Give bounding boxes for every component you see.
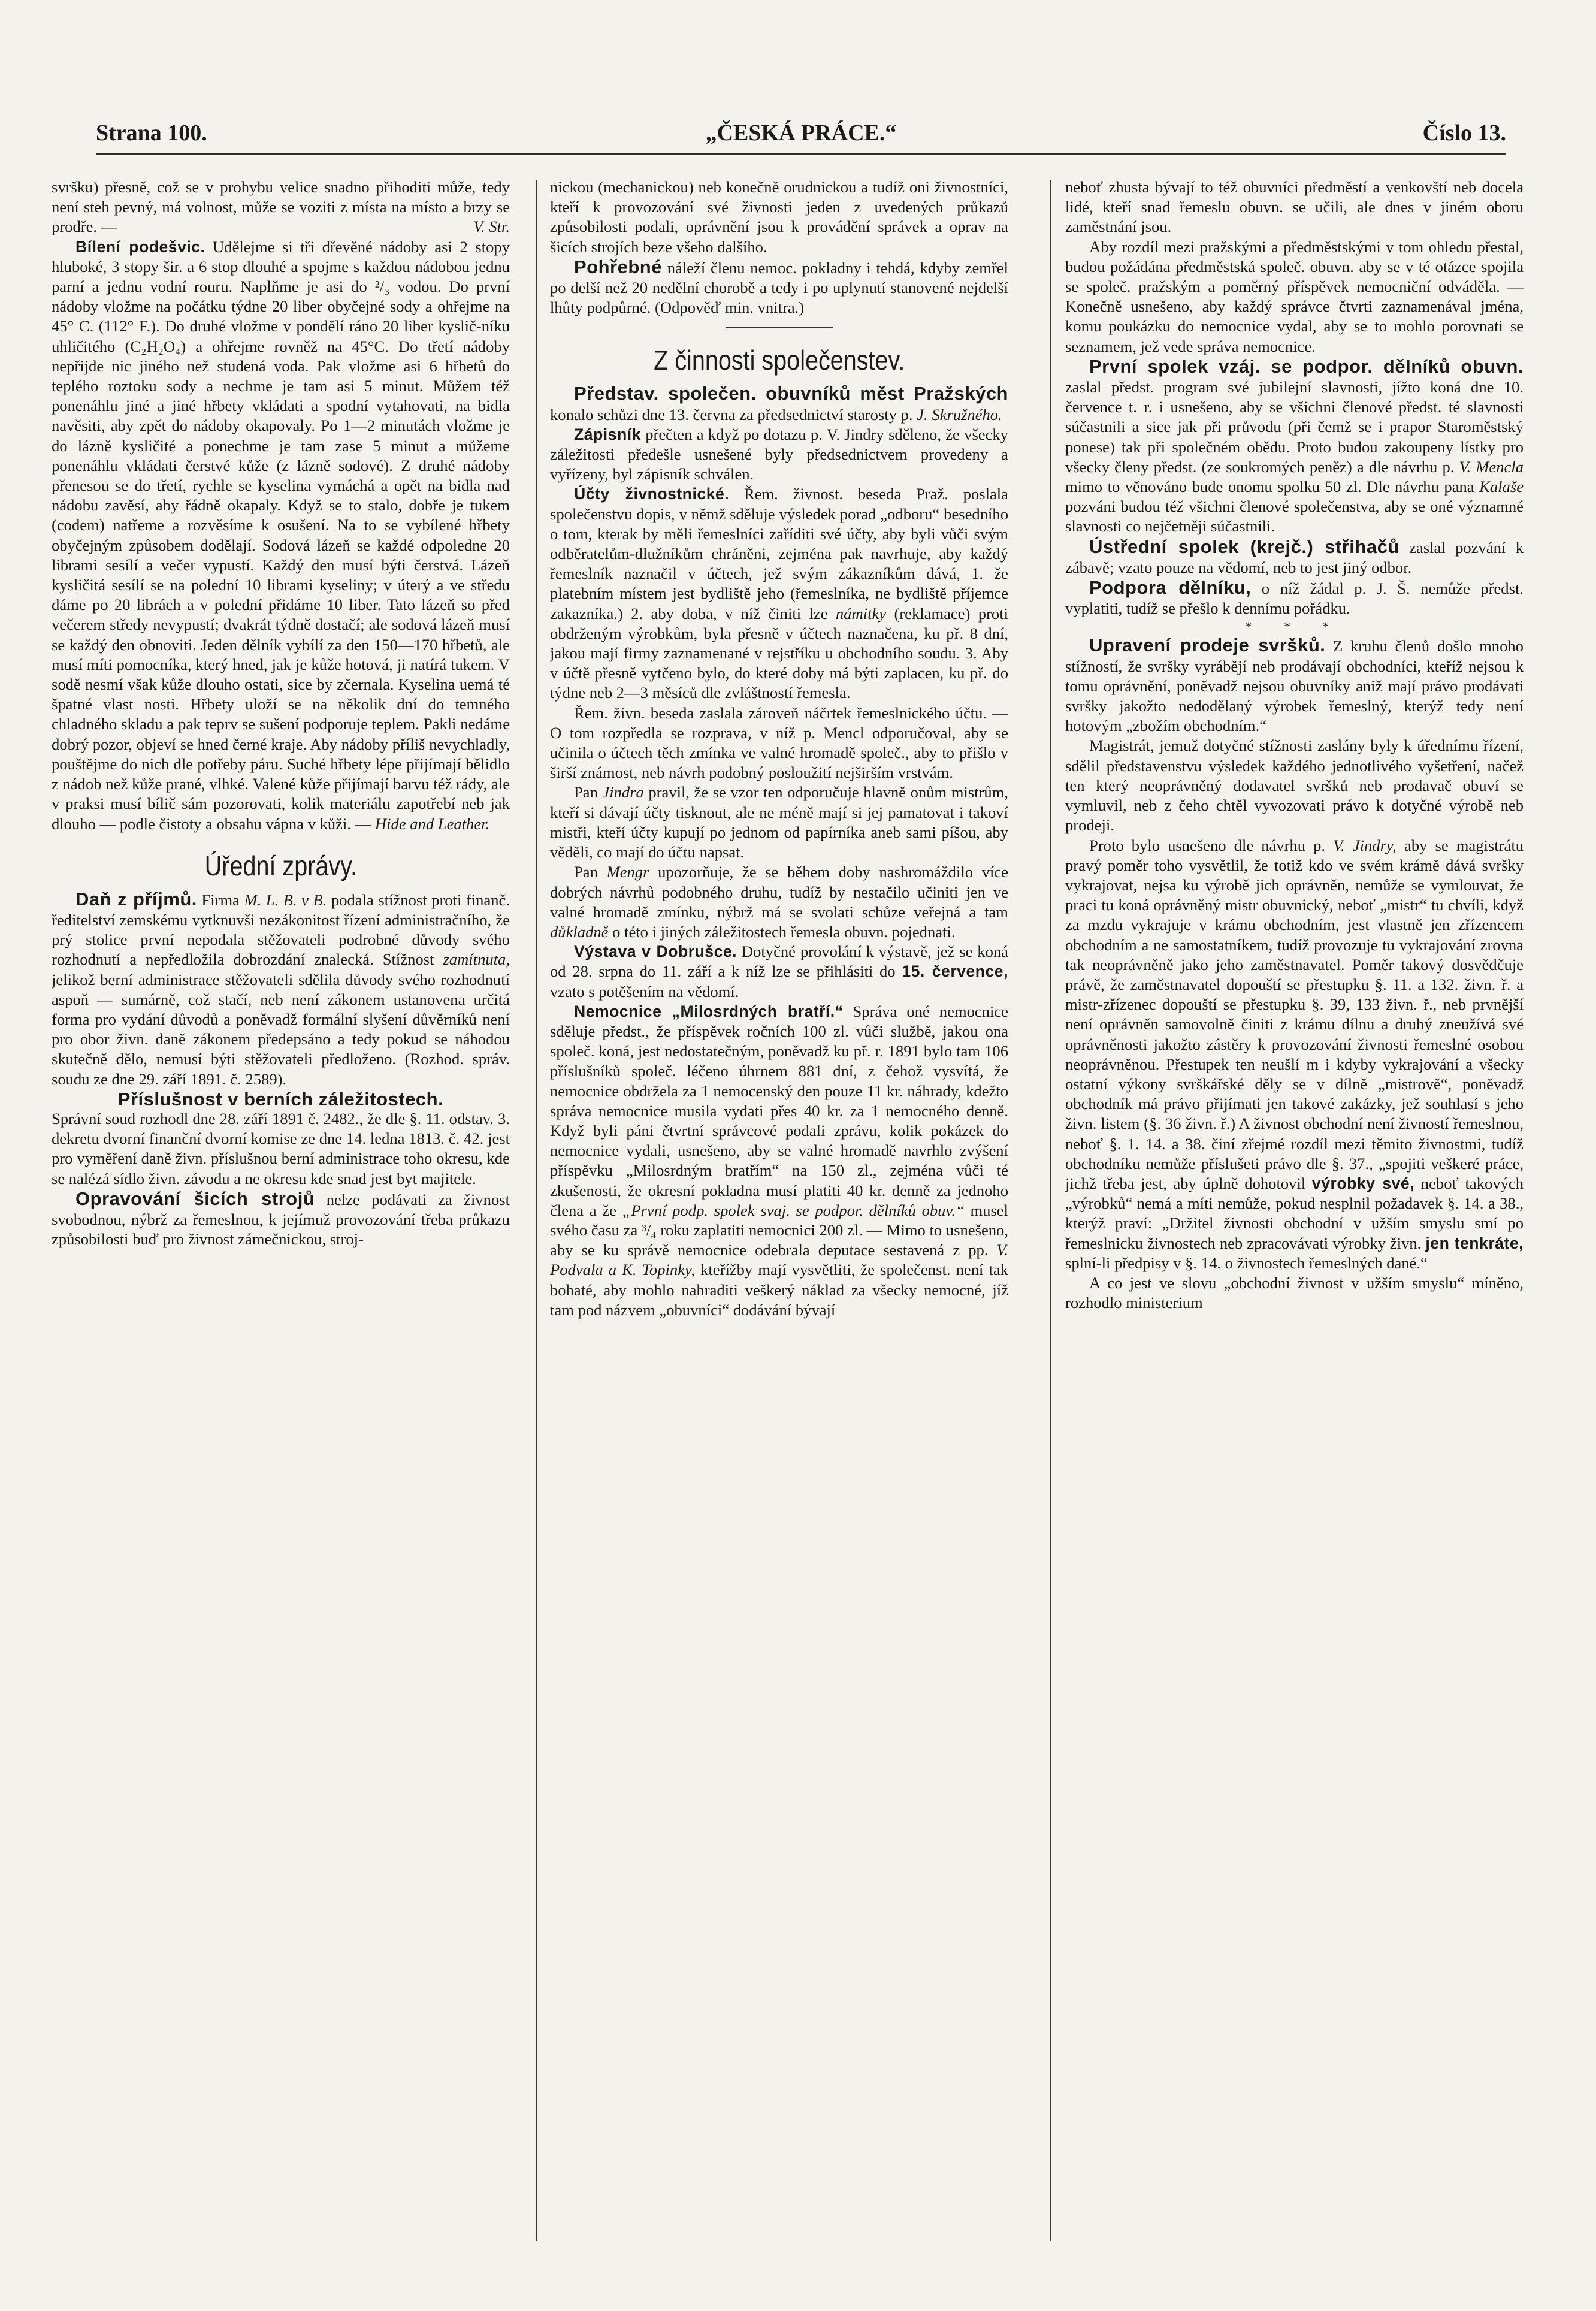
article-nemocnice: Nemocnice „Milosrdných bratří.“ Správa oné nemocnice sděluje předst., že příspěvek ročních 100 zl. vůči službě, jakou ona společ. koná, jest nedostatečným, poněvadž ku př. r. 1891 bylo tam 106 příslušníků společ. léčeno úhrnem 881 dní, z čehož vysvítá, že nemocnice obdržela za 1 nemocenský den pouze 11 kr. náhrady, kdežto správa nemocnice musila vydati přes 40 kr. za 1 nemocného denně. Když byli páni čtvrtní správcové podali zprávu, kolik pokázek do nemocnice vydali, usnešeno, aby se valné hromadě navrhlo zvýšení příspěvku „Milosrdným bratřím“ na 150 zl., zejména vůči té zkušenosti, že okresní pokladna musí platiti 40 kr. denně za jednoho člena a že „První podp. spolek svaj. se podpor. dělníků obuv.“ musel svého času za ³/₄ roku zaplatiti nemocnici 200 zl. — Mimo to usnešeno, aby se ku správě nemocnice odebrala deputace sestavená z pp. V. Podvala a K. Topinky, kteřížby mají vysvětliti, že společenst. není tak bohaté, aby mohlo nahraditi veškerý náklad za všecky nemocné, jíž tam pod názvem „obuvníci“ dodávání bývají (550, 1002, 1008, 1319)
article-paragraph: A co jest ve slovu „obchodní živnost v užším smyslu“ míněno, rozhodlo ministerium (1065, 1273, 1524, 1312)
signature: V. Str. (473, 217, 510, 236)
article-upraveni: Upravení prodeje svršků. Z kruhu členů došlo mnoho stížností, že svršky vyrábějí neb prodávají obchodníci, kteříž nejsou k tomu oprávnění, poněvadž nejsou obuvníky aniž mají právo prodávati svršky jakožto nedodělaný výrobek řemeslný, kterýž tedy není hotovým „zbožím obchodním.“ (1065, 635, 1524, 735)
page-number: Strana 100. (96, 120, 207, 146)
article-heading: Účty živnostnické. (574, 485, 730, 503)
article-heading: Daň z příjmů. (75, 888, 197, 910)
article-heading: Opravování šicích strojů (75, 1188, 315, 1209)
column-divider (536, 180, 537, 2241)
article-heading: Bílení podešvic. (75, 237, 205, 256)
article-dan: Daň z příjmů. Firma M. L. B. v B. podala stížnost proti finanč. ředitelství zemskému vytknuvši nezákonitost řízení administračního, že prý stolice první nepodala stěžovateli podrobné důvody svého rozhodnutí a nepředložila dobrozdání znalecká. Stížnost zamítnuta, jelikož berní administrace stěžovateli sdělila důvody svého rozhodnutí aspoň — sumárně, což stačí, neb není zákonem ustanovena určitá forma pro vydání důvodů a poněvadž formální slyšení důvěrníků není pro obor živn. daně zákonem předepsáno a tedy pokud se náhodou skutečně dělo, nemusí býti stěžovateli předloženo. (Rozhod. správ. soudu ze dne 29. září 1891. č. 2589). (52, 888, 510, 1088)
article-vystava: Výstava v Dobrušce. Dotyčné provolání k výstavě, jež se koná od 28. srpna do 11. září a k níž lze se přihlásiti do 15. července, vzato s potěšením na vědomí. (550, 942, 1008, 1001)
separator-rule (726, 327, 833, 328)
article-spolek: První spolek vzáj. se podpor. dělníků obuvn. zaslal předst. program své jubilejní slavnosti, jížto koná dne 10. července t. r. i usnešeno, aby se všichni členové předst. té slavnosti súčastnili a sice jak při průvodu (při čemž se i prapor Staroměstský ponese) tak při společném obědu. Proto budou zakoupeny lístky pro všecky členy předst. (ze soukromých peněz) a dle návrhu p. V. Mencla mimo to věnováno bude onomu spolku 50 zl. Dle návrhu pana Kalaše pozváni budou též všichni členové společenstva, aby se oné významné slavnosti co nejčetněji súčastnili. (1065, 355, 1524, 536)
article-paragraph: Pan Mengr upozorňuje, že se během doby nashromáždilo více dobrých návrhů podobného druhu, tudíž by nestačilo učiniti jen ve valné hromadě zmínku, nýbrž má se svolati schůze veřejná a tam důkladně o této i jiných záležitostech řemesla obuvn. pojednati. (550, 863, 1008, 941)
article-heading: Pohřebné (574, 256, 662, 277)
article-heading: Podpora dělníku, (1089, 577, 1252, 599)
issue-number: Číslo 13. (1422, 120, 1506, 146)
article-ustredni: Ústřední spolek (krejč.) střihačů zaslal pozvání k zábavě; vzato pouze na vědomí, neb to jest jiný odbor. (1065, 536, 1524, 576)
article-bileni: Bílení podešvic. Udělejme si tři dřevěné nádoby asi 2 stopy hluboké, 3 stopy šir. a 6 stop dlouhé a spojme s každou nádobou jednu parní a jednu vodní rouru. Naplňme je asi do ²/₃ vodou. Do první nádoby vložme na počátku týdne 20 liber obyčejné sody a ohřejme na 45° C. (112° F.). Do druhé vložme v pondělí ráno 20 liber kyslič-níku uhličitého (C₂H₂O₄) a ohřejme rovněž na 45°C. Do třetí nádoby nepřijde nic jiného než studená voda. Pak vložme asi 6 hřbetů do teplého roztoku sody a nechme je tam asi 5 minut. Můžem též ponenáhlu jiné a jiné hřbety vkládati a spodní vytahovati, na bidla navěsiti, aby zpět do nádoby okapovaly. Po 1—2 minutách vložme je do lázně kysličité a ponechme je tam zase 5 minut a můžeme ponenáhlu vkládati čerstvé kůže (z lázně sodové). Z druhé nádoby přenesou se do třetí, rychle se kyselina vymáchá a opět na bidla nad nádobu zavěsí, aby řádně okapaly. Když se to stalo, dobře je tukem (codem) natřeme a rozvěsíme k osušení. Na to se vybílené hřbety obyčejným způsobem dodělají. Sodová lázeň se každé odpoledne 20 librami sesílí a večer vypustí. Každý den musí býti čerstvá. Lázeň kysličitá sesílí se na polední 10 librami kyseliny; v úterý a ve středu dáme po 20 librách a v polední přidáme 10 liber. Tato lázeň so před večerem středy nevypustí; dvakrát týdně dostačí; ale sodová lázeň musí se každý den obnoviti. Jeden dělník vybílí za den 150—170 hřbetů, ale musí míti pomocníka, který hned, jak je kůže hotová, ji natírá tukem. V sodě nesmí však kůže dlouho ostati, sice by zčernala. Kyselina uemá té špatné vlast nosti. Hřbety uloží se na několik dní do temného chladného skladu a pak teprv se sušení podporuje teplem. Pakli nedáme dobrý pozor, objeví se hned černé kraje. Aby nádoby příliš nevychladly, pouštějme do nich dle potřeby páru. Suché hřbety lépe přijímají bělidlo z nádob než kůže prané, vlhké. Valené kůže přijímají barvu též rády, ale v praksi musí bílič sám pozorovati, kolik materiálu zapotřebí neb jak dlouho — podle čistoty a obsahu vápna v kůži. — Hide and Leather. (52, 237, 510, 833)
article-zapisnik: Zápisník přečten a když po dotazu p. V. Jindry sděleno, že všecky záležitosti předešle usnešené byly předsednictvem provedeny a vyřízeny, byl zápisník schválen. (550, 425, 1008, 484)
masthead-title: „ČESKÁ PRÁCE.“ (705, 120, 897, 146)
article-heading: První spolek vzáj. se podpor. dělníků obuvn. (1089, 355, 1524, 377)
article-paragraph: Proto bylo usnešeno dle návrhu p. V. Jindry, aby se magistrátu pravý poměr toho vysvětlil, že totiž kdo ve svém krámě dává svršky vykrajovat, nejsa ku výrobě jich oprávněn, nemůže se vymlouvat, že praci tu koná oprávněný mistr obuvnický, neboť „mistr“ tu chvíli, když za mzdu vykrajuje v krámu obchodním, jest vlastně jen zřízencem obchodním a ne samostatníkem, tudíž provozuje tu vykrajování zrovna tak neoprávněně jako jeho zaměstnavatel. Poměr takový dosvědčuje právě, že zaměstnavatel dopouští se přestupku §. 11. a 132. živn. ř. a mistr-zřízenec dopouští se přestupku §. 39, 133 živn. ř., neb prvnější není oprávněn samovolně činiti z krámu dílnu a druhý zneužívá své oprávněnosti jakožto zástěry k provozování živnosti řemeslné osobou neoprávněnou. Přestupek ten neušlí m i kdyby vykrajování a všecky ostatní výkony svrškářské děly se v dílně „mistrově“, poněvadž obchodník má právo přijímati jen takové zakázky, jež souhlasí s jeho živn. listem (§. 36 živn. ř.) A živnost obchodní není živností řemeslnou, neboť §. 1. 14. a 38. činí zřejmé rozdíl mezi těmito živnostmi, tudíž obchodníku nemůže příslušeti právo dle §. 37., „spojiti veškeré práce, jichž třeba jest, aby úplně dohotovil výrobky své, neboť takových „výrobků“ nemá a míti nemůže, pokud nesplnil požadavek §. 14. a 38., kterýž praví: „Držitel živnosti obchodní v užším smyslu smí po řemeslnicku živnostech neb zpracovávati výrobky živn. jen tenkráte, splní-li předpisy v §. 14. o živnostech řemeslných dané.“ (1065, 836, 1524, 1272)
column-right (1065, 177, 1524, 2262)
article-paragraph: Aby rozdíl mezi pražskými a předměstskými v tom ohledu přestal, budou požádána předměstská společ. obuvn. aby se v té otázce spojila se společ. pražským a poměrný příspěvek nemocniční odváděla. — Konečně usnešeno, aby každý správce čtvrti zaznamenával jména, komu poukázku do nemocnice vydal, aby se to mohlo porovnati se seznamem, jež vede správa nemocnice. (1065, 237, 1524, 355)
article-heading: Ústřední spolek (krejč.) střihačů (1089, 536, 1399, 557)
article-paragraph: nickou (mechanickou) neb konečně orudnickou a tudíž oni živnostníci, kteří k provozování své živnosti jeden z uvedených průkazů způsobilosti podali, oprávnění jsou k provádění správek a oprav na šicích strojích beze všeho dalšího. (550, 178, 1008, 256)
column-middle (550, 177, 1008, 2262)
article-paragraph: Řem. živn. beseda zaslala zároveň náčrtek řemeslnického účtu. — O tom rozpředla se rozprava, v níž p. Mencl odporučoval, aby se učinila o účtech těch zmínka ve valné hromadě společ., aby to přišlo v širší známost, neb návrh podobný posloužití nejširším vrstvám. (550, 703, 1008, 782)
article-heading: Představ. společen. obuvníků měst Pražských (574, 383, 1008, 404)
section-title: Z činnosti společenstev. (653, 345, 905, 376)
article-heading: Nemocnice „Milosrdných bratří.“ (574, 1002, 844, 1020)
article-ucty: Účty živnostnické. Řem. živnost. beseda Praž. poslala společenstvu dopis, v němž sděluje výsledek porad „odboru“ besedního o tom, kterak by měli řemeslníci zaříditi své účty, aby byli vůči svým odběratelům-dlužníkům chráněni, zejména pak navrhuje, aby každý řemeslník naznačil v účtech, jež svým zákazníkům dává, 1. že platebním místem jest bydliště jeho (řemeslníka, ne bydliště příjemce zakazníka.) 2. aby doba, v níž činiti lze námitky (reklamace) proti obdrženým výrobkům, byla přesně v účtech naznačena, ku př. 8 dní, jakou mají firmy zaznamenané v rejstříku u obchodního soudu. 3. Aby v účtě přesně vytčeno bylo, do které doby má býti zaplacen, ku př. do týdne neb 2—3 měsíců dle zvláštností řemesla. (550, 485, 1008, 702)
article-paragraph: svršku) přesně, což se v prohybu velice snadno přihoditi může, tedy není steh pevný, má volnost, může se voziti z místa na místo a brzy se prodře. — V. Str. (52, 177, 510, 237)
signature: Hide and Leather. (374, 814, 490, 833)
separator-stars: * * * (1245, 619, 1344, 635)
article-oprav: Opravování šicích strojů nelze podávati za živnost svobodnou, nýbrž za řemeslnou, k jejímuž provozování třeba průkazu způsobilosti buď pro živnost zámečnickou, stroj- (52, 1188, 510, 1249)
article-obuvniku: Představ. společen. obuvníků měst Pražských konalo schůzi dne 13. června za předsednictví starosty p. J. Skružného. (550, 383, 1008, 424)
article-paragraph: Pan Jindra pravil, že se vzor ten odporučuje hlavně onům mistrům, kteří si dávají účty tisknout, ale ne méně mají si jej pamatovat i takoví mistři, kteří účty kupují po jednom od papírníka aneb sami píšou, aby věděli, co mají do účtu napsat. (550, 783, 1008, 862)
column-divider (1050, 180, 1051, 2241)
page-header (96, 120, 1506, 156)
article-heading: Upravení prodeje svršků. (1089, 635, 1326, 656)
header-rule (96, 153, 1506, 158)
column-left (52, 177, 510, 2262)
article-paragraph: neboť zhusta bývají to též obuvníci předměstí a venkovští neb docela lidé, kteří snad řemeslu obuvn. se učili, ale dnes v jiném oboru zaměstnání jsou. (1065, 178, 1524, 236)
article-paragraph: Magistrát, jemuž dotyčné stížnosti zaslány byly k úřednímu řízení, sdělil představenstvu výsledek každého jednotlivého vyšetření, načež ten který neoprávněný dodavatel svršků neb prodavač obuví se vymluvil, neb z čeho chtěl vyvozovati právo k dotyčné výrobě neb prodeji. (1065, 736, 1524, 835)
section-title: Úřední zprávy. (204, 850, 357, 881)
article-heading: Výstava v Dobrušce. (574, 942, 737, 961)
article-prislusnost: Správní soud rozhodl dne 28. září 1891 č. 2482., že dle §. 11. odstav. 3. dekretu dvorní finanční dvorní komise ze dne 14. ledna 1813. č. 42. jest pro vyměření daně živn. příslušnou berní administrace toho okresu, kde se nalézá sídlo živn. závodu a ne okresu kde snad jest byt majitele. (52, 1109, 510, 1188)
article-podpora: Podpora dělníku, o níž žádal p. J. Š. nemůže předst. vyplatiti, tudíž se přešlo k dennímu pořádku. (1065, 577, 1524, 618)
article-heading: Zápisník (574, 425, 641, 443)
article-heading: Příslušnost v berních záležitostech. (117, 1088, 444, 1110)
article-pohrebne: Pohřebné náleží členu nemoc. pokladny i tehdá, kdyby zemřel po delší než 20 nedělní chorobě a tedy i po uplynutí stanovené nejdelší lhůty podpůrné. (Odpověď min. vnitra.) (550, 256, 1008, 317)
